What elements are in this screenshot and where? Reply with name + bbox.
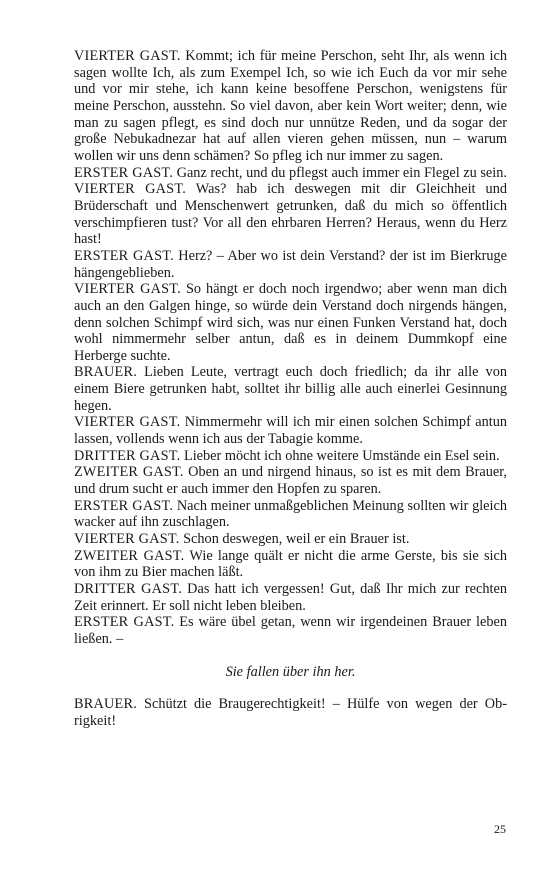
speaker-name: ERSTER GAST. [74,247,174,264]
speaker-name: VIERTER GAST. [74,181,186,198]
speech [74,248,507,281]
speech-text: Nach meiner unmaßgeblichen Meinung sollten wir gleich wacker auf ihn zuschlagen. [74,497,507,531]
speech [74,181,507,248]
speaker-name: BRAUER. [74,696,137,713]
speech [74,531,507,548]
speech [74,548,507,581]
speech [74,464,507,497]
speaker-name: ZWEITER GAST. [74,464,184,481]
speaker-name: DRITTER GAST. [74,447,181,464]
speaker-name: ZWEITER GAST. [74,547,185,564]
speaker-name: ERSTER GAST. [74,614,175,631]
speech [74,414,507,447]
speech-text: Was? hab ich deswegen mit dir Gleichheit und Brüderschaft und Menschenwert getrunken, daß du mich so öffentlich verschimpfieren tust? Vor all den ehrbaren Herren? Heraus, wenn du Herz hast! [74,181,507,248]
stage-direction: Sie fallen über ihn her. [225,663,356,680]
speech [74,696,507,729]
speaker-name: ERSTER GAST. [74,497,174,514]
speech [74,581,507,614]
speech-text: Nimmermehr will ich mir einen solchen Schimpf antun lassen, vollends wenn ich aus der Tabagie komme. [74,414,507,448]
speaker-name: VIERTER GAST. [74,531,180,548]
speech [74,165,507,182]
speech-text: Es wäre übel getan, wenn wir irgendeinen Brauer leben ließen. – [74,614,507,647]
speech [74,48,507,165]
speech [74,448,507,465]
speaker-name: VIERTER GAST. [74,414,181,431]
speech-text: Schützt die Braugerechtigkeit! – Hülfe von wegen der Obrigkeit! [74,696,507,729]
speech-text: So hängt er doch noch irgendwo; aber wenn man dich auch an den Galgen hinge, so würde dein Verstand doch nirgends hängen, denn solchen Schimpf wird sich, was nur einen Funken Verstand hat, doch wohl nimmermehr selber antun, daß es in deinem Dummkopf eine Herberge suchte. [74,281,507,364]
page-number: 25 [494,822,506,836]
speech [74,281,507,364]
speech [74,364,507,414]
speech [74,498,507,531]
speaker-name: BRAUER. [74,364,137,381]
speaker-name: VIERTER GAST. [74,48,181,64]
speech-text: Herz? – Aber wo ist dein Verstand? der ist im Bierkruge hängengeblieben. [74,247,508,281]
speech [74,614,507,647]
speech-text: Lieber möcht ich ohne weitere Umstände ein Esel sein. [180,447,500,464]
speech-text: Kommt; ich für meine Perschon, seht Ihr, als wenn ich sagen wollte Ich, als zum Exempel Ich, so wie ich Euch da vor mir sehe und vor mir stehe, ich kann keine besoffene Perschon, wenigstens für meine Perschon, ausstehn. So viel davon, aber kein Wort weiter; denn, wie man zu sagen pflegt, es sind doch nur unnütze Reden, und da sogar der große Nebukadnezar hat auf allen vieren gehen müssen, nun – warum wollen wir uns denn schämen? So pfleg ich nur immer zu sagen. [74,48,507,164]
speech-text: Das hatt ich vergessen! Gut, daß Ihr mich zur rechten Zeit erinnert. Er soll nicht leben bleiben. [74,581,507,614]
speech-text: Schon deswegen, weil er ein Brauer ist. [179,531,410,548]
speech-text: Wie lange quält er nicht die arme Gerste, bis sie sich von ihm zu Bier machen läßt. [74,547,508,581]
speech-text: Oben an und nirgend hinaus, so ist es mit dem Brauer, und drum sucht er auch immer den Hopfen zu sparen. [74,464,508,498]
speaker-name: DRITTER GAST. [74,581,182,597]
speaker-name: ERSTER GAST. [74,164,174,181]
speech-text: Ganz recht, und du pflegst auch immer ein Flegel zu sein. [173,164,507,181]
speech-text: Lieben Leute, vertragt euch doch friedlich; da ihr alle von einem Biere getrunken habt, solltet ihr billig alle auch einerlei Gesinnung hegen. [74,364,507,414]
speaker-name: VIERTER GAST. [74,281,181,298]
play-text [74,48,507,730]
